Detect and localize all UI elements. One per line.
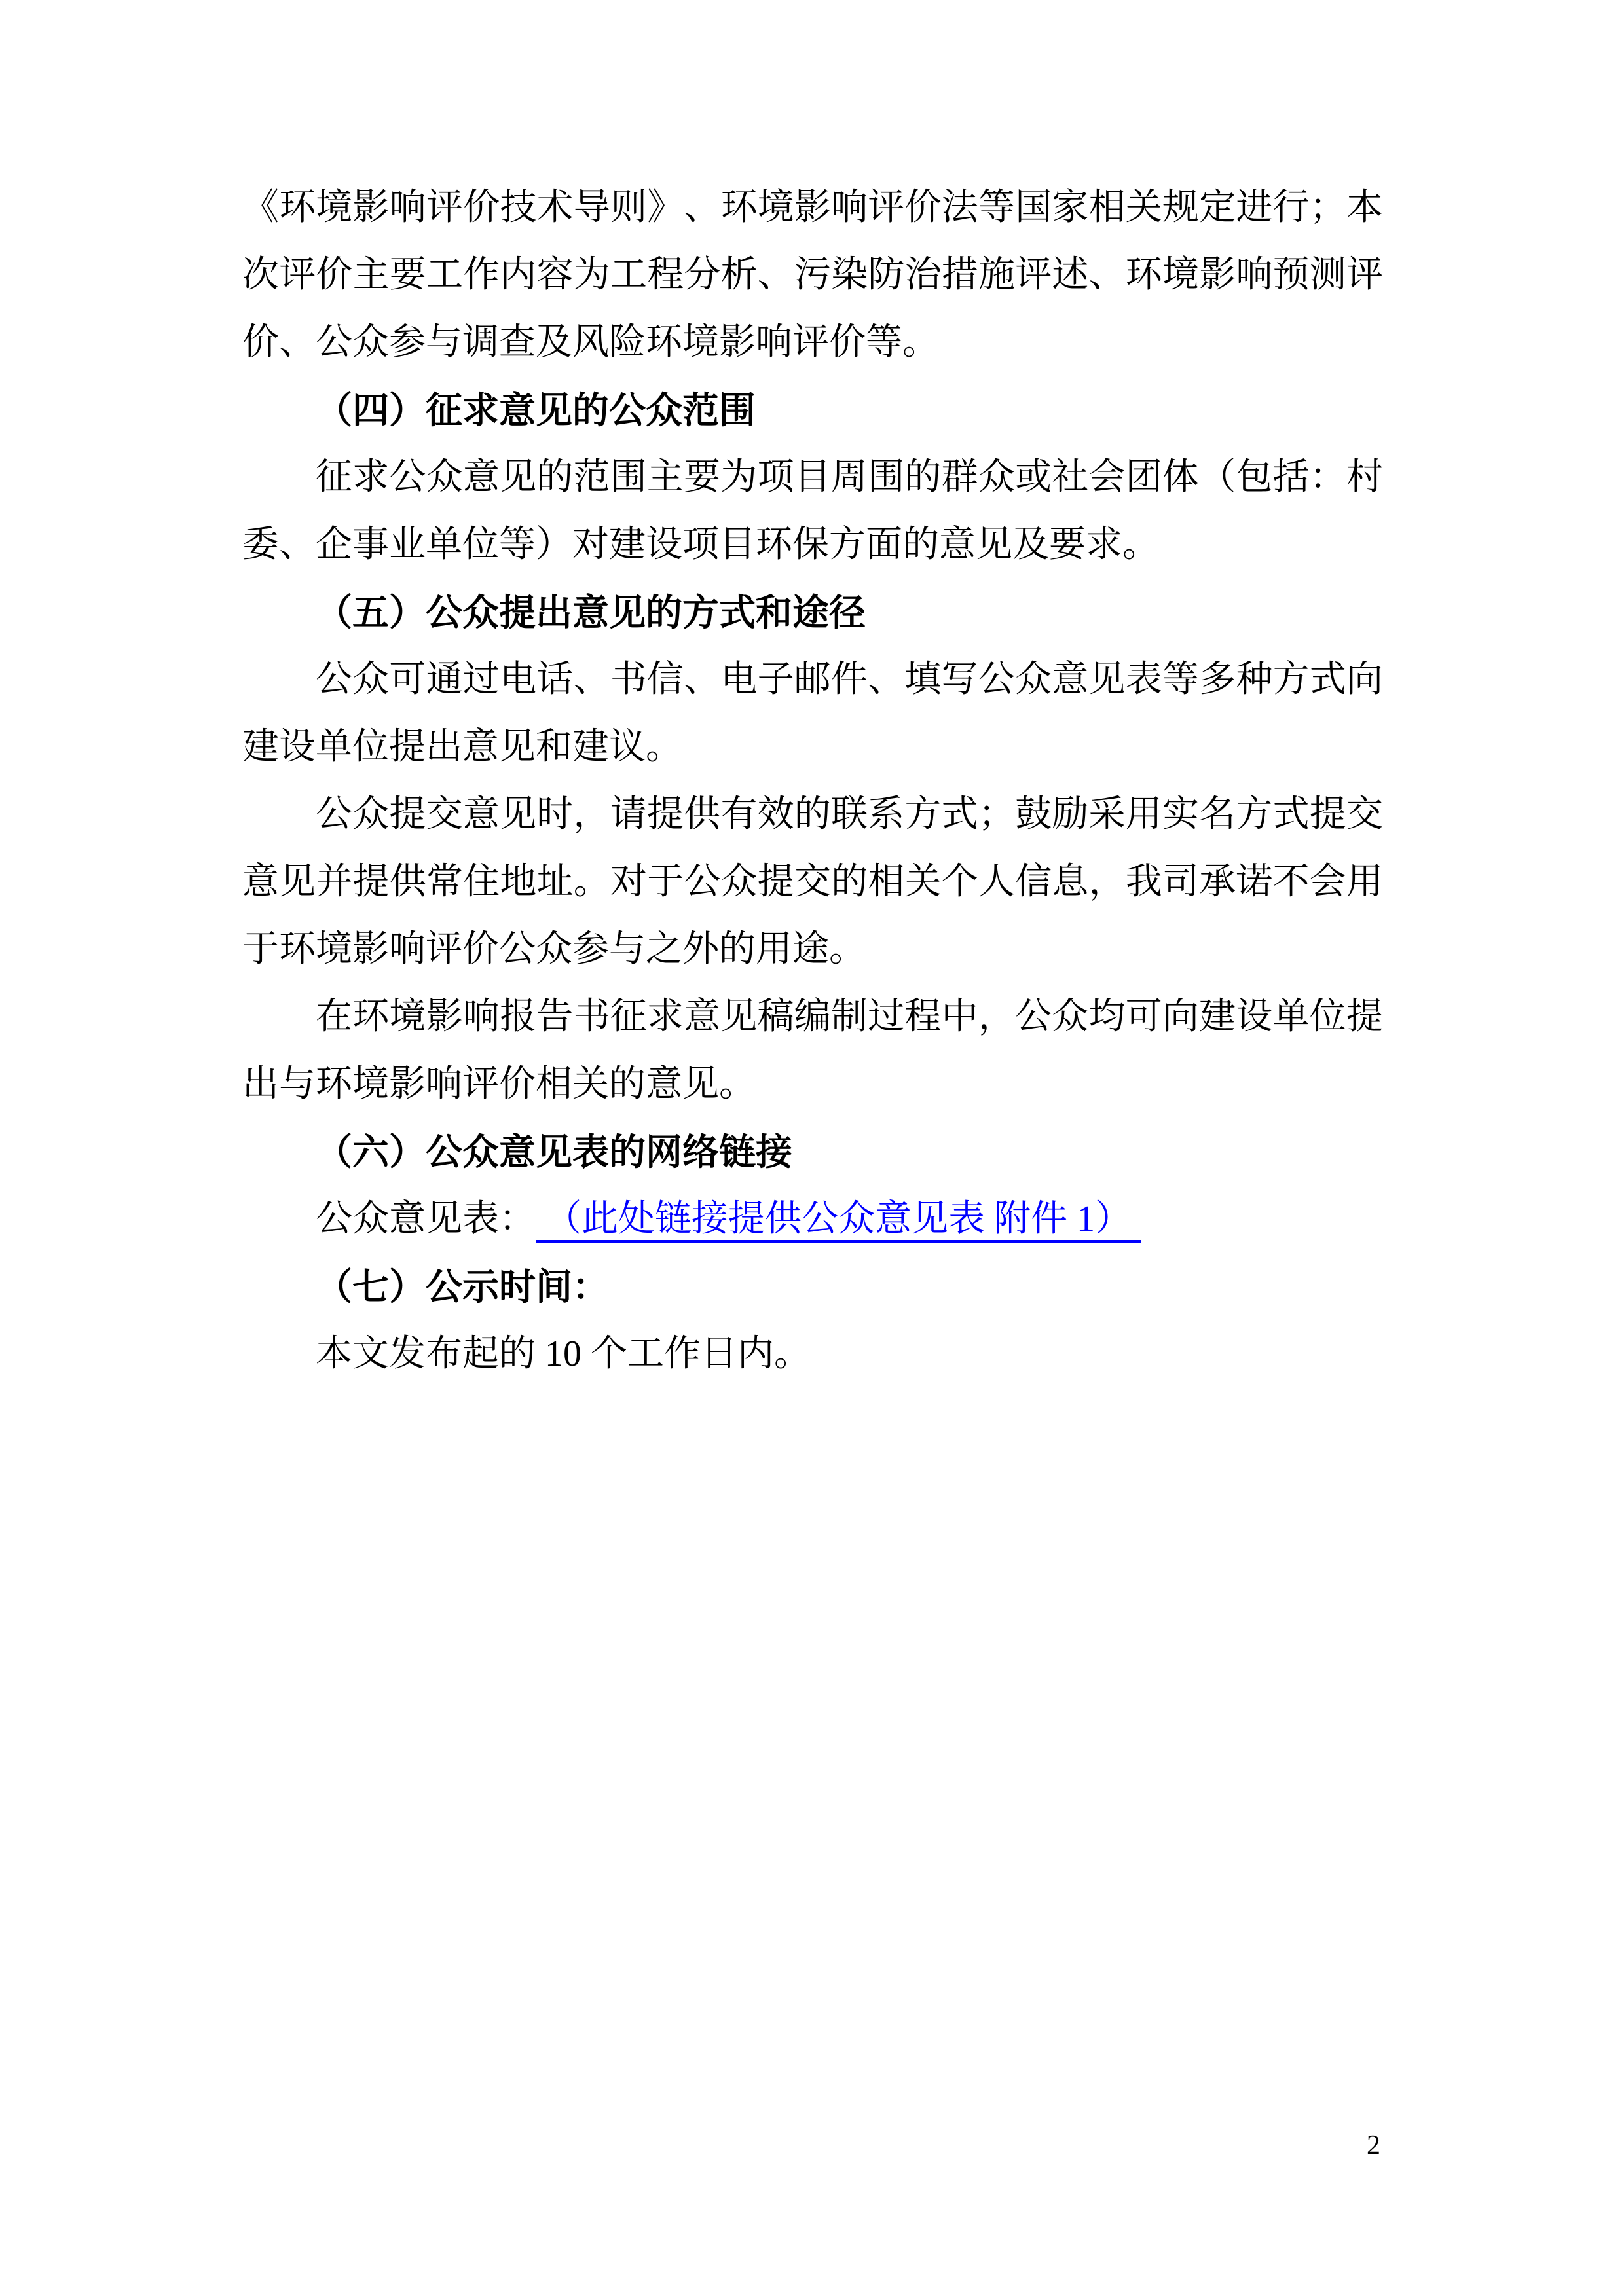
page-number: 2 bbox=[1367, 2130, 1380, 2160]
comment-form-line bbox=[242, 1186, 1383, 1253]
comment-form-label: 公众意见表： bbox=[316, 1199, 536, 1239]
paragraph-during-draft: 在环境影响报告书征求意见稿编制过程中，公众均可向建设单位提出与环境影响评价相关的意见。 bbox=[242, 996, 1383, 1104]
public-comment-form-link[interactable]: （此处链接提供公众意见表 附件 1） bbox=[536, 1199, 1141, 1239]
paragraph-feedback-methods: 公众可通过电话、书信、电子邮件、填写公众意见表等多种方式向建设单位提出意见和建议。 bbox=[242, 659, 1383, 767]
paragraph-public-scope: 征求公众意见的范围主要为项目周围的群众或社会团体（包括：村委、企事业单位等）对建设项目环保方面的意见及要求。 bbox=[242, 457, 1383, 565]
paragraph-publicity-duration: 本文发布起的 10 个工作日内。 bbox=[316, 1334, 811, 1374]
paragraph-contact-info: 公众提交意见时，请提供有效的联系方式；鼓励采用实名方式提交意见并提供常住地址。对于公众提交的相关个人信息，我司承诺不会用于环境影响评价公众参与之外的用途。 bbox=[242, 794, 1383, 970]
section-heading-7: （七）公示时间： bbox=[316, 1266, 609, 1307]
paragraph-continuation: 《环境影响评价技术导则》、环境影响评价法等国家相关规定进行；本次评价主要工作内容为工程分析、污染防治措施评述、环境影响预测评价、公众参与调查及风险环境影响评价等。 bbox=[242, 187, 1383, 363]
document-body bbox=[242, 174, 1383, 1388]
section-heading-5: （五）公众提出意见的方式和途径 bbox=[316, 592, 866, 633]
section-heading-4: （四）征求意见的公众范围 bbox=[316, 390, 756, 431]
section-heading-6: （六）公众意见表的网络链接 bbox=[316, 1131, 792, 1173]
